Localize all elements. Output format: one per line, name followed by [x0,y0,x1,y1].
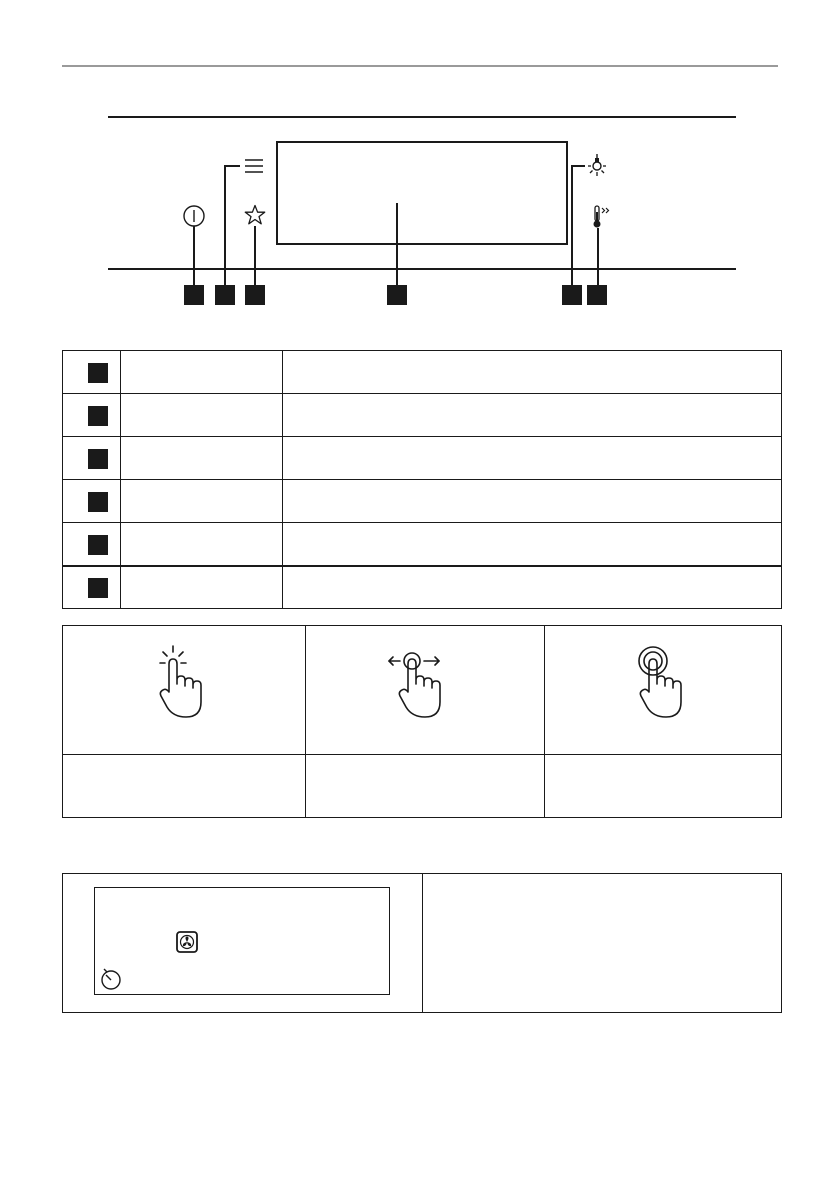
leader-line-2-tick [224,165,240,167]
lamp-icon[interactable] [586,154,608,178]
callout-marker-4 [88,492,108,512]
gesture-column-divider-2 [544,626,545,817]
display-area [276,141,568,245]
callout-marker-5 [88,535,108,555]
callout-marker-6 [587,285,607,305]
example-column-divider [422,874,423,1012]
leader-line-6 [597,228,599,285]
callout-marker-3 [245,285,265,305]
callout-marker-1 [184,285,204,305]
callout-marker-5 [562,285,582,305]
leader-line-1 [193,226,195,285]
callout-marker-1 [88,363,108,383]
legend-row [63,394,781,437]
callout-marker-3 [88,449,108,469]
fan-heating-function-icon [176,931,198,953]
press-and-hold-gesture-icon [635,644,689,720]
callout-marker-2 [215,285,235,305]
menu-icon[interactable] [245,158,263,174]
on-off-icon[interactable] [183,205,205,227]
fast-heat-up-thermometer-icon[interactable] [592,205,614,229]
callout-marker-4 [387,285,407,305]
callout-marker-6 [88,578,108,598]
timer-icon [100,967,122,991]
panel-top-edge [108,116,736,118]
panel-bottom-edge [108,268,736,270]
legend-row [63,480,781,523]
leader-line-3 [254,226,256,285]
gesture-row-divider [63,754,781,755]
tap-gesture-icon [159,644,209,720]
legend-table [62,350,782,609]
header-rule [62,65,778,67]
legend-row [63,437,781,480]
swipe-gesture-icon [387,644,447,720]
leader-line-5 [571,166,573,285]
leader-line-5-tick [571,165,585,167]
legend-row [63,565,781,608]
leader-line-4 [396,203,398,285]
callout-marker-2 [88,406,108,426]
gesture-column-divider-1 [305,626,306,817]
legend-row [63,523,781,566]
display-example-table [62,873,782,1013]
gesture-table [62,625,782,818]
display-screen-example [94,887,390,995]
leader-line-2 [224,166,226,285]
legend-row [63,351,781,394]
favourite-star-icon[interactable] [244,204,266,226]
